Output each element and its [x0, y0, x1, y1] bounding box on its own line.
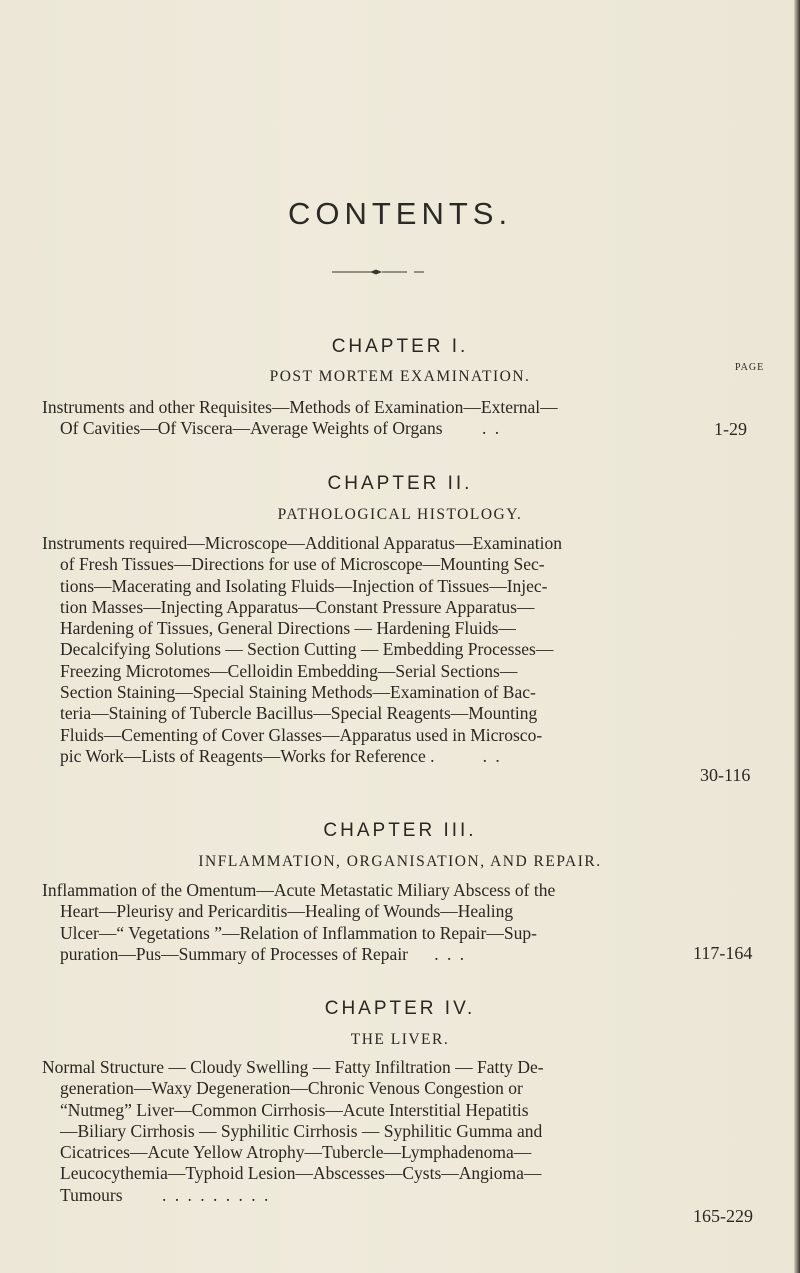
entry-line: Decalcifying Solutions — Section Cutting — Embedding Processes— [60, 639, 554, 660]
chapter-4-entry [42, 1057, 662, 1206]
entry-line: Hardening of Tissues, General Directions — Hardening Fluids— [60, 618, 516, 639]
chapter-3-subtitle: INFLAMMATION, ORGANISATION, AND REPAIR. [198, 853, 602, 870]
chapter-4-heading: CHAPTER IV. [324, 998, 476, 1019]
chapter-4-pages: 165-229 [693, 1206, 753, 1226]
entry-line: generation—Waxy Degeneration—Chronic Venous Congestion or [60, 1078, 523, 1099]
entry-line: Freezing Microtomes—Celloidin Embedding—Serial Sections— [60, 660, 518, 681]
dot-leaders: . . [482, 745, 502, 766]
chapter-3-entry [42, 880, 662, 965]
entry-line: Tumours . . . . . . . . . [60, 1184, 271, 1205]
entry-line: puration—Pus—Summary of Processes of Repair . . . [60, 943, 467, 964]
dot-leaders: . . . [434, 943, 467, 964]
entry-line: “Nutmeg” Liver—Common Cirrhosis—Acute Interstitial Hepatitis [60, 1099, 529, 1120]
chapter-1-entry [42, 397, 662, 440]
chapter-3-pages: 117-164 [693, 943, 753, 963]
entry-line: Instruments and other Requisites—Methods of Examination—External— [42, 397, 558, 417]
ornament-rule-icon [332, 268, 424, 276]
entry-line: Of Cavities—Of Viscera—Average Weights of Organs . . [60, 418, 502, 439]
dot-leaders: . . . . . . . . . [161, 1184, 271, 1205]
entry-line: of Fresh Tissues—Directions for use of Microscope—Mounting Sec- [60, 554, 545, 575]
chapter-2-heading: CHAPTER II. [327, 473, 473, 494]
entry-line: tions—Macerating and Isolating Fluids—Injection of Tissues—Injec- [60, 575, 548, 596]
entry-line: Inflammation of the Omentum—Acute Metastatic Miliary Abscess of the [42, 880, 556, 900]
chapter-1-pages: 1-29 [714, 419, 747, 439]
entry-line: Fluids—Cementing of Cover Glasses—Apparatus used in Microsco- [60, 724, 543, 745]
chapter-4-subtitle: THE LIVER. [350, 1031, 450, 1048]
entry-line: Cicatrices—Acute Yellow Atrophy—Tubercle—Lymphadenoma— [60, 1142, 532, 1163]
page-edge-shadow [794, 0, 800, 1273]
entry-line: teria—Staining of Tubercle Bacillus—Special Reagents—Mounting [60, 703, 538, 724]
entry-line: Section Staining—Special Staining Methods—Examination of Bac- [60, 682, 536, 703]
chapter-2-entry [42, 533, 662, 767]
entry-line: —Biliary Cirrhosis — Syphilitic Cirrhosis — Syphilitic Gumma and [60, 1120, 543, 1141]
chapter-2-pages: 30-116 [700, 765, 751, 785]
entry-line: Normal Structure — Cloudy Swelling — Fatty Infiltration — Fatty De- [42, 1057, 544, 1077]
entry-line: Instruments required—Microscope—Additional Apparatus—Examination [42, 533, 563, 553]
chapter-1-subtitle: POST MORTEM EXAMINATION. [269, 368, 531, 385]
chapter-3-heading: CHAPTER III. [323, 820, 477, 841]
entry-line: Ulcer—“ Vegetations ”—Relation of Inflammation to Repair—Sup- [60, 922, 537, 943]
chapter-2-subtitle: PATHOLOGICAL HISTOLOGY. [277, 506, 523, 523]
entry-line: Leucocythemia—Typhoid Lesion—Abscesses—Cysts—Angioma— [60, 1163, 542, 1184]
dot-leaders: . . [481, 418, 502, 439]
contents-title: CONTENTS. [287, 196, 513, 231]
entry-line: pic Work—Lists of Reagents—Works for Reference . . . [60, 745, 502, 766]
chapter-1-heading: CHAPTER I. [331, 336, 469, 357]
entry-line: tion Masses—Injecting Apparatus—Constant Pressure Apparatus— [60, 596, 535, 617]
page-column-label: PAGE [735, 362, 765, 373]
entry-line: Heart—Pleurisy and Pericarditis—Healing of Wounds—Healing [60, 901, 514, 922]
